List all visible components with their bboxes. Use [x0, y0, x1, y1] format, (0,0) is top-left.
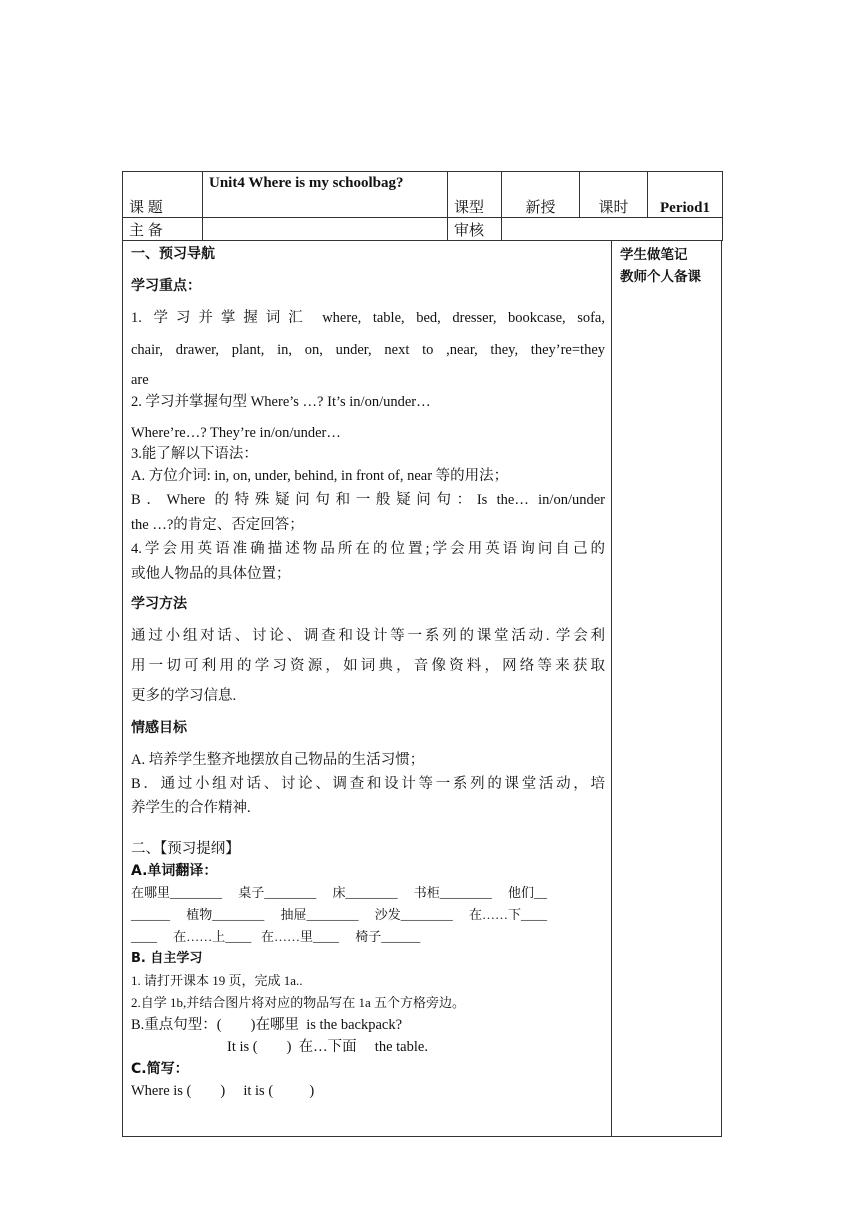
review-value: [502, 218, 723, 241]
course-title: Unit4 Where is my schoolbag?: [203, 172, 448, 218]
student-notes-label: 学生做笔记: [620, 247, 688, 263]
item4-line-b: 或他人物品的具体位置；: [131, 566, 291, 582]
emotion-b-line-b: 养学生的合作精神.: [131, 800, 251, 816]
header-table: [122, 171, 723, 241]
lead-value: [203, 218, 448, 241]
emotion-a-line: A. 培养学生整齐地摆放自己物品的生活习惯；: [131, 752, 425, 768]
item-a-line: A. 方位介词: in, on, under, behind, in front of, near 等的用法；: [131, 468, 509, 484]
item2-line-a: 2. 学习并掌握句型 Where’s …? It’s in/on/under…: [131, 394, 431, 410]
content-body: [122, 241, 722, 1137]
type-label: 课型: [448, 172, 502, 218]
teacher-notes-label: 教师个人备课: [620, 269, 701, 285]
lesson-plan-sheet: [122, 171, 722, 1137]
item-b-line-a: B．Where 的特殊疑问句和一般疑问句：Is the… in/on/under: [131, 492, 605, 508]
focus-title: 学习重点：: [131, 278, 201, 294]
self-study-title: B. 自主学习: [131, 951, 203, 966]
period-value: Period1: [648, 172, 723, 218]
side-column: [612, 241, 721, 1136]
lead-label: 主 备: [123, 218, 203, 241]
item-b-line-b: the …?的肯定、否定回答；: [131, 517, 304, 533]
short-form-1: Where is ( ) it is ( ): [131, 1083, 315, 1099]
vocab-line-3: ____ 在……上____ 在……里____ 椅子______: [131, 929, 421, 944]
item1-line-b: chair, drawer, plant, in, on, under, next to ,near, they, they’re=they: [131, 342, 605, 358]
self-study-1: 1. 请打开课本 19 页，完成 1a..: [131, 973, 303, 988]
period-label: 课时: [580, 172, 648, 218]
method-line-a: 通过小组对话、讨论、调查和设计等一系列的课堂活动. 学会利: [131, 628, 605, 644]
emotion-title: 情感目标: [131, 720, 187, 736]
type-value: 新授: [502, 172, 580, 218]
method-line-b: 用一切可利用的学习资源，如词典，音像资料，网络等来获取: [131, 658, 605, 674]
item2-line-b: Where’re…? They’re in/on/under…: [131, 425, 341, 441]
item1-line-a: 1. 学习并掌握词汇 where, table, bed, dresser, bookcase, sofa,: [131, 310, 605, 326]
course-label: 课 题: [123, 172, 203, 218]
method-line-c: 更多的学习信息.: [131, 688, 237, 704]
review-label: 审核: [448, 218, 502, 241]
method-title: 学习方法: [131, 596, 187, 612]
emotion-b-line-a: B．通过小组对话、讨论、调查和设计等一系列的课堂活动，培: [131, 776, 605, 792]
item4-line-a: 4.学会用英语准确描述物品所在的位置;学会用英语询问自己的: [131, 541, 605, 557]
key-sentence-1: B.重点句型：( )在哪里 is the backpack?: [131, 1017, 403, 1033]
key-sentence-2: It is ( ) 在…下面 the table.: [227, 1039, 428, 1055]
vocab-line-1: 在哪里________ 桌子________ 床________ 书柜________ 他们__: [131, 885, 548, 900]
vocab-line-2: ______ 植物________ 抽屉________ 沙发________ 在……下____: [131, 907, 548, 922]
main-column: [123, 241, 612, 1136]
section1-title: 一、预习导航: [131, 246, 215, 262]
short-form-title: C.简写：: [131, 1061, 189, 1077]
section2-title: 二、【预习提纲】: [131, 841, 240, 857]
vocab-title: A.单词翻译：: [131, 863, 218, 879]
self-study-2: 2.自学 1b,并结合图片将对应的物品写在 1a 五个方格旁边。: [131, 995, 466, 1010]
item3-line: 3.能了解以下语法：: [131, 446, 258, 462]
item1-line-c: are: [131, 372, 149, 388]
